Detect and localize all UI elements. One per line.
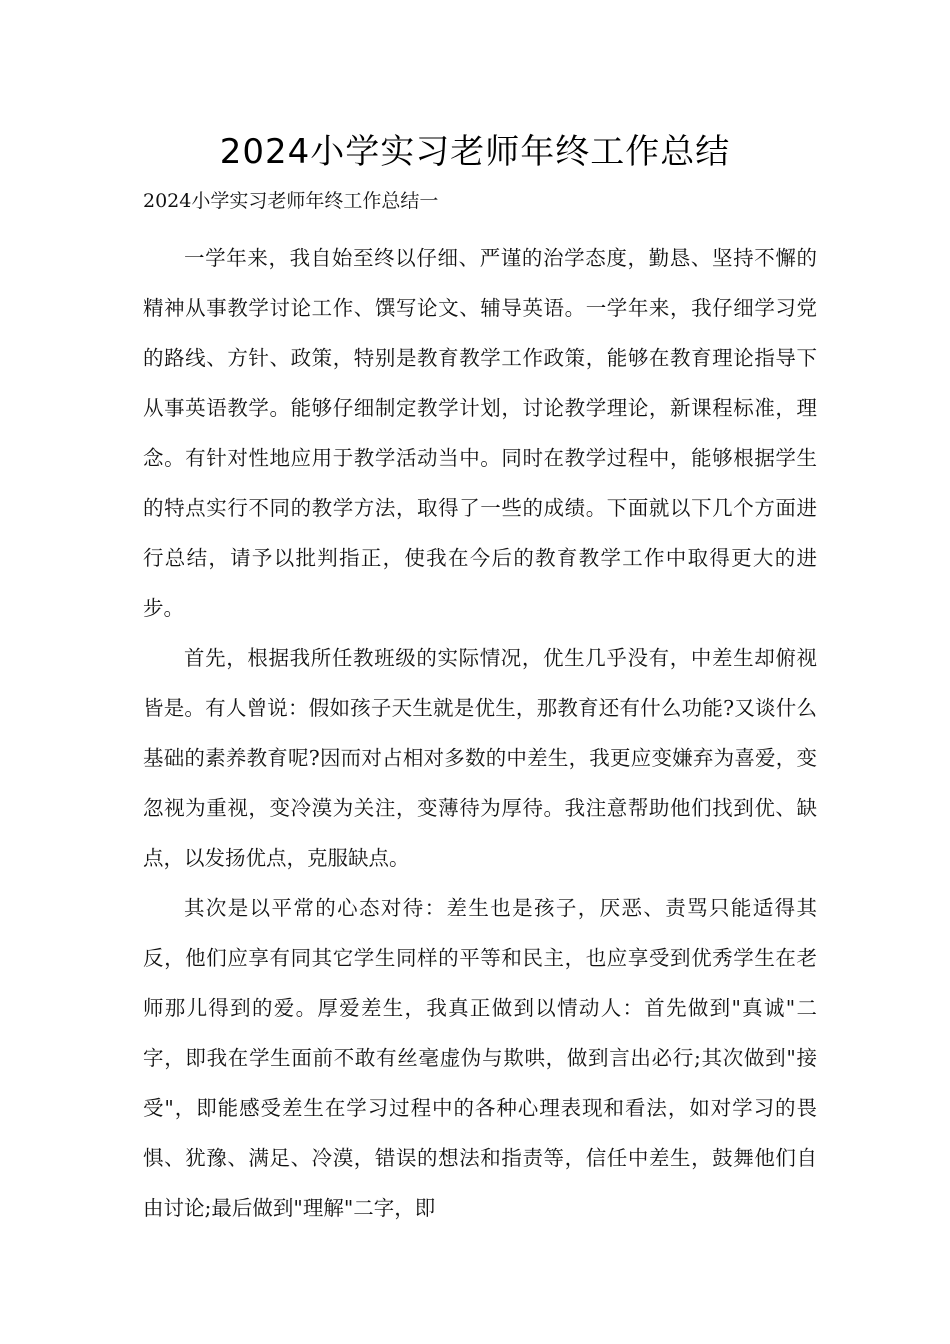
paragraph-1: 一学年来，我自始至终以仔细、严谨的治学态度，勤恳、坚持不懈的精神从事教学讨论工作、馔写论文、辅导英语。一学年来，我仔细学习党的路线、方针、政策，特别是教育教学工作政策，能够在教育理论指导下从事英语教学。能够仔细制定教学计划，讨论教学理论，新课程标准，理念。有针对性地应用于教学活动当中。同时在教学过程中，能够根据学生的特点实行不同的教学方法，取得了一些的成绩。下面就以下几个方面进行总结，请予以批判指正，使我在今后的教育教学工作中取得更大的进步。 — [143, 246, 817, 620]
section-heading: 2024小学实习老师年终工作总结一 — [143, 190, 439, 212]
paragraph-2: 首先，根据我所任教班级的实际情况，优生几乎没有，中差生却俯视皆是。有人曾说：假如孩子天生就是优生，那教育还有什么功能?又谈什么基础的素养教育呢?因而对占相对多数的中差生，我更应变嫌弃为喜爱，变忽视为重视，变冷漠为关注，变薄待为厚待。我注意帮助他们找到优、缺点，以发扬优点，克服缺点。 — [143, 646, 817, 870]
document-title: 2024小学实习老师年终工作总结 — [219, 132, 731, 172]
paragraph-3: 其次是以平常的心态对待：差生也是孩子，厌恶、责骂只能适得其反，他们应享有同其它学生同样的平等和民主，也应享受到优秀学生在老师那儿得到的爱。厚爱差生，我真正做到以情动人：首先做到"真诚"二字，即我在学生面前不敢有丝毫虚伪与欺哄，做到言出必行;其次做到"接受"，即能感受差生在学习过程中的各种心理表现和看法，如对学习的畏惧、犹豫、满足、冷漠，错误的想法和指责等，信任中差生，鼓舞他们自由讨论;最后做到"理解"二字，即 — [143, 896, 817, 1220]
document-body — [143, 233, 817, 1233]
